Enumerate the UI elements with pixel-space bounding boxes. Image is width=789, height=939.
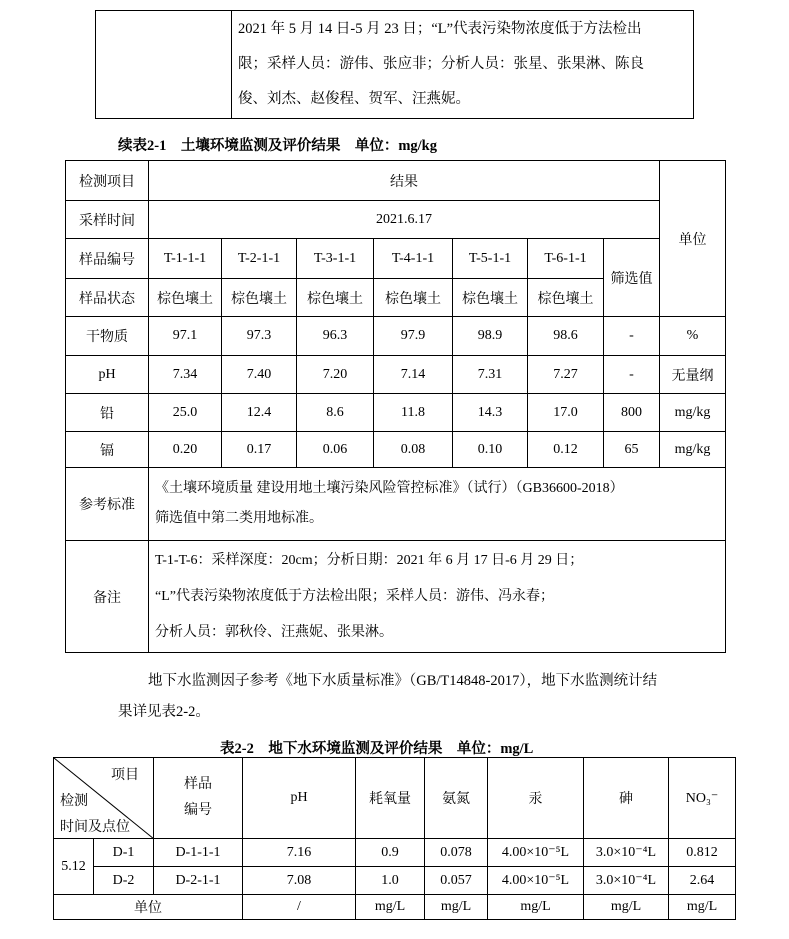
value-cell: 1.0 <box>356 867 425 895</box>
value-cell: 7.40 <box>222 356 297 394</box>
value-cell: 96.3 <box>297 317 374 356</box>
point-cell: D-1 <box>94 839 154 867</box>
sample-state: 棕色壤土 <box>297 279 374 317</box>
value-cell: 7.34 <box>149 356 222 394</box>
value-cell: 0.12 <box>528 432 604 468</box>
unit-label: 单位 <box>54 895 243 920</box>
note-line: “L”代表污染物浓度低于方法检出限；采样人员：游伟、冯永春； <box>155 588 554 604</box>
h-item: 检测项目 <box>66 161 149 201</box>
value-cell: 97.9 <box>374 317 453 356</box>
col-header: 汞 <box>488 758 584 839</box>
soil-table <box>65 160 726 653</box>
value-cell: 8.6 <box>297 394 374 432</box>
paragraph-line: 地下水监测因子参考《地下水质量标准》（GB/T14848-2017），地下水监测统计结 <box>148 673 658 689</box>
paragraph-line: 果详见表2-2。 <box>118 704 210 720</box>
value-cell: 0.9 <box>356 839 425 867</box>
h-result: 结果 <box>149 161 660 201</box>
value-cell: 0.078 <box>425 839 488 867</box>
col-header: 耗氧量 <box>356 758 425 839</box>
unit-cell: % <box>660 317 726 356</box>
note-line: 2021 年 5 月 14 日-5 月 23 日；“L”代表污染物浓度低于方法检出 <box>238 21 642 37</box>
value-cell: 97.3 <box>222 317 297 356</box>
sample-id: T-3-1-1 <box>297 239 374 279</box>
sample-cell: D-2-1-1 <box>154 867 243 895</box>
h-screen: 筛选值 <box>604 239 660 317</box>
empty-cell <box>96 11 232 119</box>
value-cell: 0.20 <box>149 432 222 468</box>
point-cell: D-2 <box>94 867 154 895</box>
note-line: 俊、刘杰、赵俊程、贺军、汪燕妮。 <box>238 91 470 107</box>
value-cell: 98.9 <box>453 317 528 356</box>
value-cell: 4.00×10⁻⁵L <box>488 839 584 867</box>
value-cell: 25.0 <box>149 394 222 432</box>
sample-id: T-4-1-1 <box>374 239 453 279</box>
sample-state: 棕色壤土 <box>453 279 528 317</box>
unit-cell: 无量纲 <box>660 356 726 394</box>
value-cell: 7.16 <box>243 839 356 867</box>
col-header: 砷 <box>584 758 669 839</box>
value-cell: 4.00×10⁻⁵L <box>488 867 584 895</box>
sample-cell: D-1-1-1 <box>154 839 243 867</box>
sample-id: T-2-1-1 <box>222 239 297 279</box>
sample-state: 棕色壤土 <box>528 279 604 317</box>
screen-value: - <box>604 317 660 356</box>
value-cell: 2.64 <box>669 867 736 895</box>
top-note-table <box>95 10 694 119</box>
date-cell: 5.12 <box>54 839 94 895</box>
value-cell: 7.14 <box>374 356 453 394</box>
note-line: 分析人员：郭秋伶、汪燕妮、张果淋。 <box>155 624 393 640</box>
note-line: 限；采样人员：游伟、张应非；分析人员：张星、张果淋、陈良 <box>238 56 644 72</box>
h-timepos: 时间及点位 <box>60 820 130 835</box>
value-cell: 0.10 <box>453 432 528 468</box>
ref-line: 《土壤环境质量 建设用地土壤污染风险管控标准》（试行）（GB36600-2018） <box>155 481 624 496</box>
soil-row <box>66 432 726 468</box>
sample-id: T-1-1-1 <box>149 239 222 279</box>
unit: mg/L <box>425 895 488 920</box>
table1-title: 续表2-1 土壤环境监测及评价结果 单位：mg/kg <box>118 138 437 154</box>
value-cell: 0.08 <box>374 432 453 468</box>
soil-row <box>66 356 726 394</box>
h-sample: 样品 <box>184 777 212 792</box>
row-name: 干物质 <box>66 317 149 356</box>
value-cell: 17.0 <box>528 394 604 432</box>
h-sample: 样品编号 <box>66 239 149 279</box>
gw-row <box>54 839 736 867</box>
sample-id: T-6-1-1 <box>528 239 604 279</box>
col-header: NO₃⁻ <box>669 758 736 839</box>
screen-value: 65 <box>604 432 660 468</box>
row-name: pH <box>66 356 149 394</box>
value-cell: 98.6 <box>528 317 604 356</box>
unit: mg/L <box>356 895 425 920</box>
note-line: T-1-T-6：采样深度：20cm；分析日期：2021 年 6 月 17 日-6 月 29 日； <box>155 552 584 568</box>
gw-row <box>54 867 736 895</box>
value-cell: 0.06 <box>297 432 374 468</box>
unit-cell: mg/kg <box>660 432 726 468</box>
sample-state: 棕色壤土 <box>222 279 297 317</box>
sample-state: 棕色壤土 <box>374 279 453 317</box>
h-state: 样品状态 <box>66 279 149 317</box>
value-cell: 7.31 <box>453 356 528 394</box>
value-cell: 0.17 <box>222 432 297 468</box>
note-label: 备注 <box>66 541 149 653</box>
sample-id: T-5-1-1 <box>453 239 528 279</box>
value-cell: 7.20 <box>297 356 374 394</box>
value-cell: 3.0×10⁻⁴L <box>584 867 669 895</box>
screen-value: 800 <box>604 394 660 432</box>
soil-row <box>66 394 726 432</box>
value-cell: 3.0×10⁻⁴L <box>584 839 669 867</box>
soil-row <box>66 317 726 356</box>
row-name: 镉 <box>66 432 149 468</box>
row-name: 铅 <box>66 394 149 432</box>
unit: / <box>243 895 356 920</box>
ref-line: 筛选值中第二类用地标准。 <box>155 511 323 526</box>
value-cell: 0.057 <box>425 867 488 895</box>
unit: mg/L <box>584 895 669 920</box>
sample-time: 2021.6.17 <box>149 201 660 239</box>
value-cell: 7.27 <box>528 356 604 394</box>
ref-label: 参考标准 <box>66 468 149 541</box>
col-header: 氨氮 <box>425 758 488 839</box>
sample-state: 棕色壤土 <box>149 279 222 317</box>
unit: mg/L <box>669 895 736 920</box>
h-time: 采样时间 <box>66 201 149 239</box>
h-unit: 单位 <box>660 161 726 317</box>
value-cell: 97.1 <box>149 317 222 356</box>
unit-cell: mg/kg <box>660 394 726 432</box>
value-cell: 0.812 <box>669 839 736 867</box>
h-detect: 检测 <box>60 794 88 809</box>
groundwater-table <box>53 757 736 920</box>
screen-value: - <box>604 356 660 394</box>
diagonal-header <box>54 758 154 839</box>
value-cell: 7.08 <box>243 867 356 895</box>
value-cell: 14.3 <box>453 394 528 432</box>
h-item: 项目 <box>111 768 139 783</box>
col-header: pH <box>243 758 356 839</box>
h-sample: 编号 <box>184 803 212 818</box>
table2-title: 表2-2 地下水环境监测及评价结果 单位：mg/L <box>220 741 534 757</box>
value-cell: 11.8 <box>374 394 453 432</box>
value-cell: 12.4 <box>222 394 297 432</box>
unit: mg/L <box>488 895 584 920</box>
